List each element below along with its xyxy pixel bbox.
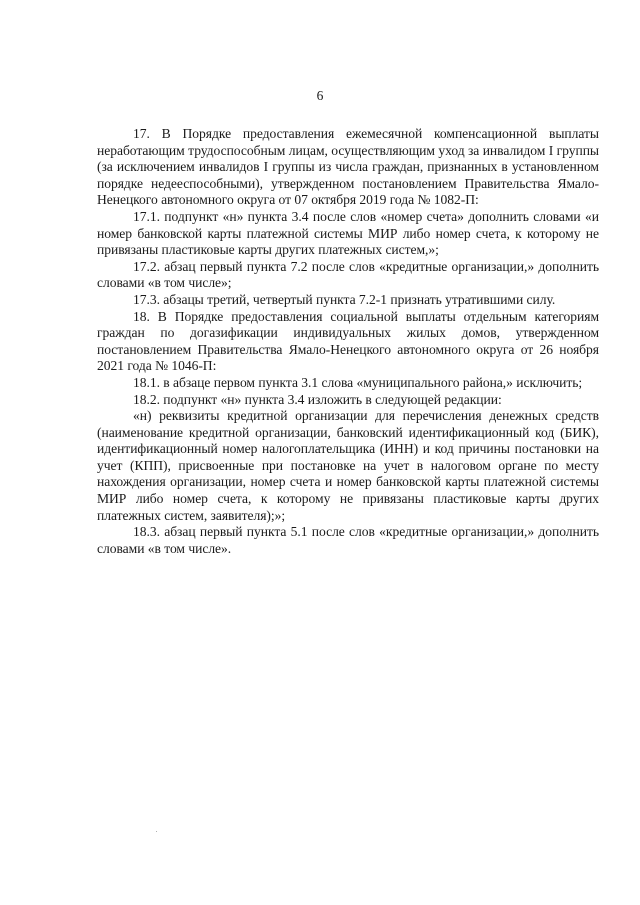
paragraph-18-2-quote: «н) реквизиты кредитной организации для перечисления денежных средств (наименование кредитной организации, банковский идентификационный код (БИК), идентификационный номер налогоплательщика (ИНН) и код причины постановки на учет (КПП), присвоенные при постановке на учет в налоговом органе по месту нахождения организации, номер счета и номер банковской карты платежной системы МИР либо номер счета, к которому не привязаны пластиковые карты других платежных систем, заявителя);»; bbox=[97, 408, 599, 523]
paragraph-18: 18. В Порядке предоставления социальной выплаты отдельным категориям граждан по догазификации индивидуальных жилых домов, утвержденном постановлением Правительства Ямало-Ненецкого автономного округа от 26 ноября 2021 года № 1046-П: bbox=[97, 308, 599, 374]
paragraph-17-3: 17.3. абзацы третий, четвертый пункта 7.2-1 признать утратившими силу. bbox=[133, 291, 556, 307]
paragraph-18-2: 18.2. подпункт «н» пункта 3.4 изложить в следующей редакции: bbox=[133, 391, 502, 407]
paragraph-18-3: 18.3. абзац первый пункта 5.1 после слов «кредитные организации,» дополнить словами «в том числе». bbox=[97, 524, 599, 556]
paragraph-17: 17. В Порядке предоставления ежемесячной компенсационной выплаты неработающим трудоспособным лицам, осуществляющим уход за инвалидом I группы (за исключением инвалидов I группы из числа граждан, признанных в установленном порядке недееспособными), утвержденном постановлением Правительства Ямало-Ненецкого автономного округа от 07 октября 2019 года № 1082-П: bbox=[97, 126, 599, 208]
paragraph-18-1: 18.1. в абзаце первом пункта 3.1 слова «муниципального района,» исключить; bbox=[133, 374, 583, 390]
scan-speck bbox=[156, 831, 157, 832]
page-number: 6 bbox=[316, 88, 324, 103]
document-body bbox=[97, 126, 599, 557]
paragraph-17-1: 17.1. подпункт «н» пункта 3.4 после слов «номер счета» дополнить словами «и номер банковской карты платежной системы МИР либо номер счета, к которому не привязаны пластиковые карты других платежных систем,»; bbox=[97, 208, 599, 258]
paragraph-17-2: 17.2. абзац первый пункта 7.2 после слов «кредитные организации,» дополнить словами «в том числе»; bbox=[97, 258, 599, 291]
